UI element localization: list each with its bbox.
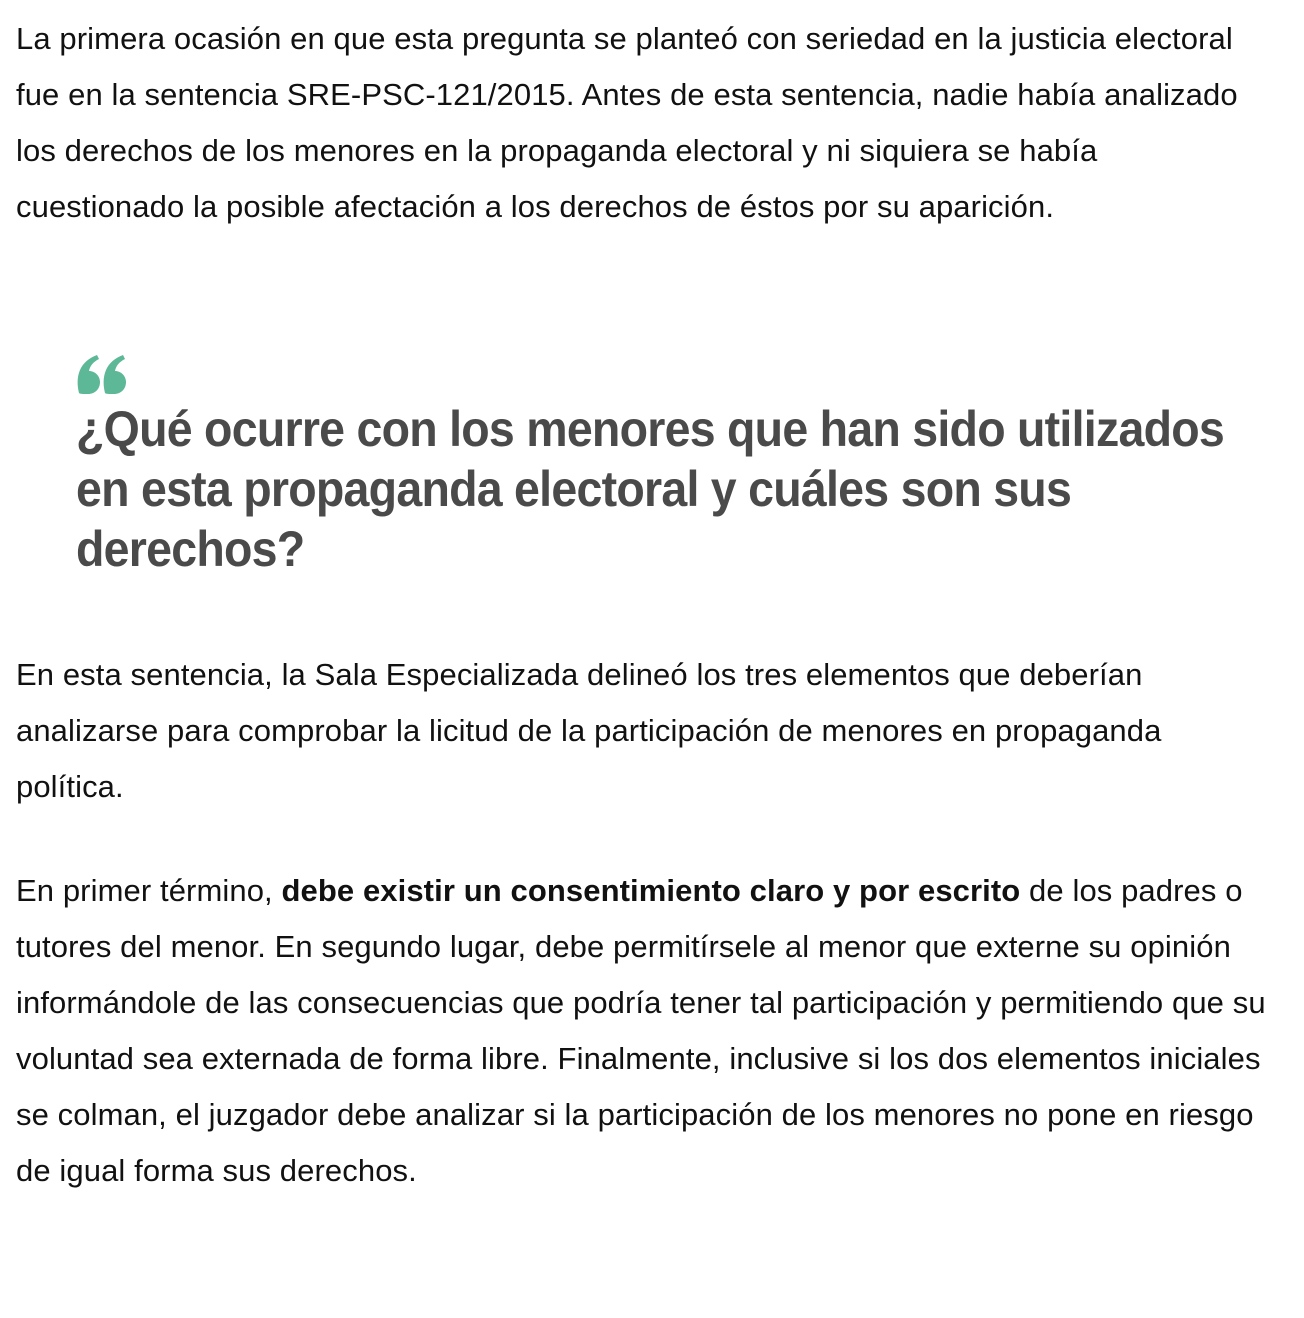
pull-quote bbox=[76, 353, 1256, 579]
quote-icon bbox=[76, 353, 128, 395]
body-paragraph: En esta sentencia, la Sala Especializada delineó los tres elementos que deberían analizarse para comprobar la licitud de la participación de menores en propaganda política. bbox=[16, 657, 1162, 804]
paragraph-rest: de los padres o tutores del menor. En segundo lugar, debe permitírsele al menor que externe su opinión informándole de las consecuencias que podría tener tal participación y permitiendo que su voluntad sea externada de forma libre. Finalmente, inclusive si los dos elementos iniciales se colman, el juzgador debe analizar si la participación de los menores no pone en riesgo de igual forma sus derechos. bbox=[16, 873, 1266, 1188]
paragraph-lead: En primer término, bbox=[16, 873, 282, 908]
body-paragraph-emphasis bbox=[16, 863, 1270, 1199]
intro-paragraph: La primera ocasión en que esta pregunta se planteó con seriedad en la justicia electoral fue en la sentencia SRE-PSC-121/2015. Antes de esta sentencia, nadie había analizado los derechos de los menores en la propaganda electoral y ni siquiera se había cuestionado la posible afectación a los derechos de éstos por su aparición. bbox=[16, 21, 1238, 224]
pull-quote-text: ¿Qué ocurre con los menores que han sido utilizados en esta propaganda electoral y cuáles son sus derechos? bbox=[76, 401, 1225, 577]
bold-emphasis: debe existir un consentimiento claro y por escrito bbox=[281, 873, 1021, 908]
